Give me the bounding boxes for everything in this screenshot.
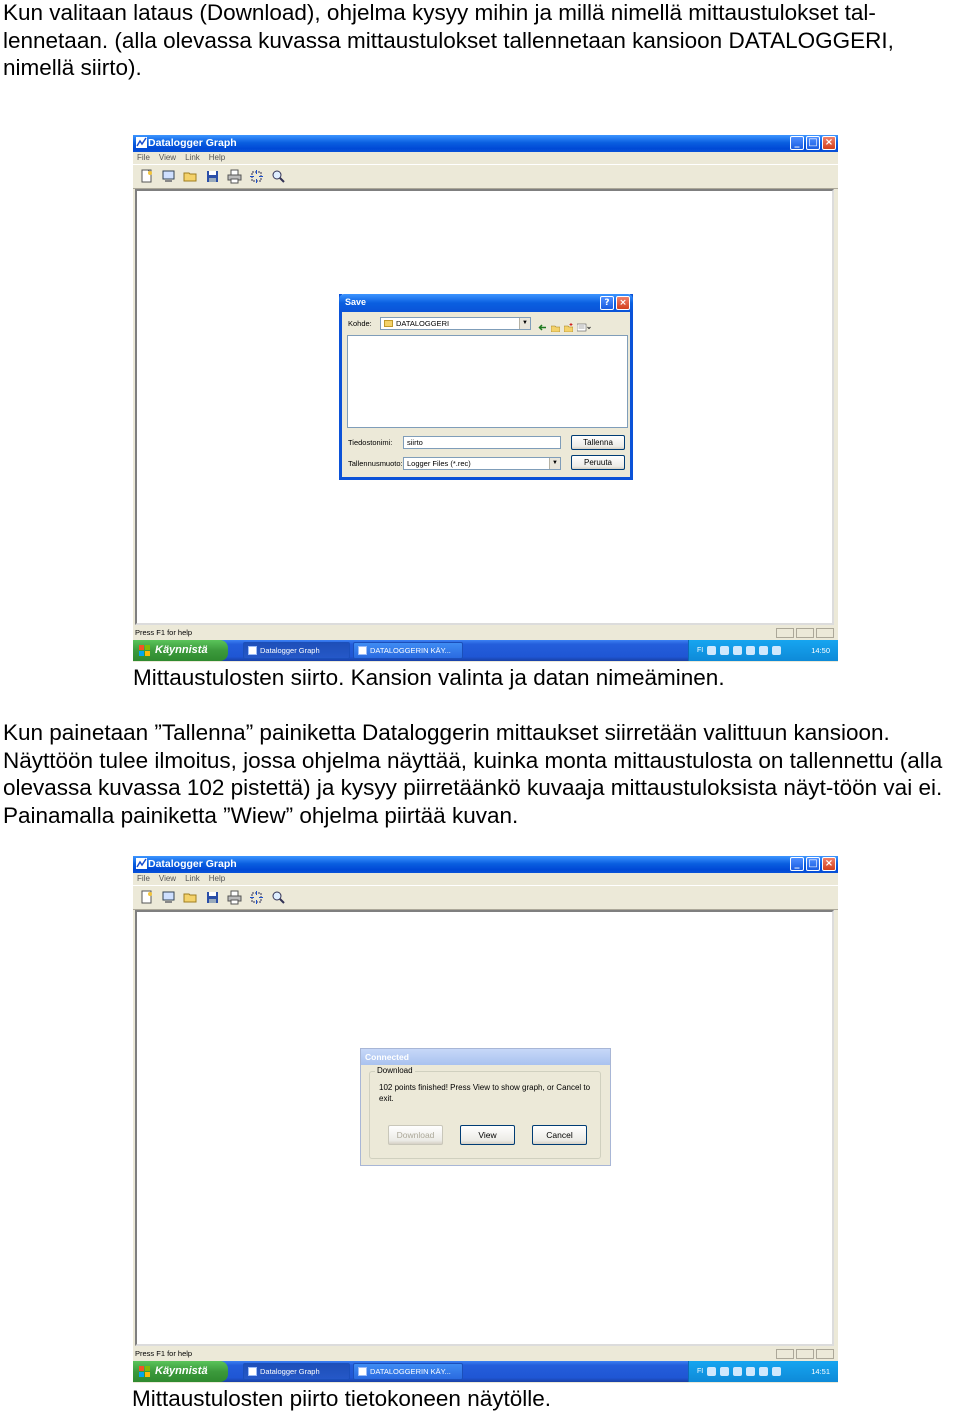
menu-view[interactable]: View: [158, 874, 177, 883]
taskbar-item-document[interactable]: DATALOGGERIN KÄY...: [353, 1363, 463, 1380]
taskbar-item-datalogger[interactable]: Datalogger Graph: [243, 642, 350, 659]
help-button[interactable]: ?: [600, 296, 614, 310]
download-button[interactable]: Download: [388, 1125, 443, 1145]
app-titlebar: [133, 135, 838, 152]
second-paragraph: Kun painetaan ”Tallenna” painiketta Dataloggerin mittaukset siirretään valittuun kansioon. Näyttöön tulee ilmoitus, jossa ohjelma näyttää, kuinka monta mittaustulosta on tallennettu (alla olevassa kuvassa 102 pistettä) ja kysyy piirretäänkö kuvaaja mittaustuloksista näyt-töön vai ei. Painamalla painiketta ”Wiew” ohjelma piirtää kuvan.: [3, 720, 943, 828]
fit-icon[interactable]: [248, 889, 265, 906]
view-menu-icon[interactable]: [577, 319, 591, 328]
windows-flag-icon: [139, 645, 151, 656]
menu-view[interactable]: View: [158, 153, 177, 162]
location-label: Kohde:: [348, 319, 372, 328]
start-button[interactable]: [133, 640, 228, 661]
close-button[interactable]: ×: [822, 136, 836, 150]
connect-icon[interactable]: [160, 168, 177, 185]
system-tray: [688, 640, 838, 661]
tray-icon[interactable]: [707, 1367, 716, 1376]
filetype-combo[interactable]: Logger Files (*.rec) ▼: [403, 457, 561, 470]
file-list[interactable]: [347, 335, 628, 428]
menu-file[interactable]: File: [137, 153, 150, 162]
new-icon[interactable]: [138, 168, 155, 185]
figure-caption-2: Mittaustulosten piirto tietokoneen näytölle.: [132, 1386, 551, 1411]
tray-icon[interactable]: [707, 646, 716, 655]
filename-input[interactable]: siirto: [403, 436, 561, 449]
filename-label: Tiedostonimi:: [348, 438, 393, 447]
tray-icon[interactable]: [772, 646, 781, 655]
document-icon: [358, 1367, 367, 1376]
minimize-button[interactable]: _: [790, 857, 804, 871]
tray-icon[interactable]: [772, 1367, 781, 1376]
screenshot-connected-dialog: [133, 856, 838, 1383]
maximize-button[interactable]: □: [806, 857, 820, 871]
graph-app-icon: [136, 858, 147, 869]
connected-dialog-title: Connected: [361, 1049, 610, 1065]
save-icon[interactable]: [204, 168, 221, 185]
toolbar: [133, 885, 838, 910]
download-group-label: Download: [377, 1066, 413, 1075]
system-tray: [688, 1361, 838, 1382]
navigation-icons: [538, 319, 591, 328]
open-icon[interactable]: [182, 889, 199, 906]
close-button[interactable]: ×: [822, 857, 836, 871]
save-dialog: [339, 294, 633, 480]
app-window-icon: [248, 646, 257, 655]
tray-icon[interactable]: [746, 646, 755, 655]
language-indicator[interactable]: FI: [697, 647, 704, 654]
clock: 14:51: [811, 1367, 830, 1376]
app-title: Datalogger Graph: [148, 858, 237, 870]
language-indicator[interactable]: FI: [697, 1368, 704, 1375]
clock: 14:50: [811, 646, 830, 655]
taskbar: [133, 1361, 838, 1382]
windows-flag-icon: [139, 1366, 151, 1377]
app-titlebar: [133, 856, 838, 873]
app-window-icon: [248, 1367, 257, 1376]
save-dialog-titlebar: [339, 294, 633, 312]
connected-dialog: [360, 1048, 611, 1166]
save-dialog-title: Save: [345, 297, 367, 307]
tray-icon[interactable]: [733, 1367, 742, 1376]
start-button[interactable]: [133, 1361, 228, 1382]
menu-link[interactable]: Link: [185, 874, 200, 883]
status-bar: [133, 627, 838, 639]
filetype-label: Tallennusmuoto:: [348, 459, 403, 468]
tray-icon[interactable]: [720, 646, 729, 655]
toolbar: [133, 164, 838, 189]
cancel-button[interactable]: Cancel: [532, 1125, 587, 1145]
chevron-down-icon: ▼: [549, 458, 560, 469]
tray-icon[interactable]: [759, 1367, 768, 1376]
menu-file[interactable]: File: [137, 874, 150, 883]
start-label: Käynnistä: [155, 1365, 208, 1377]
graph-app-icon: [136, 137, 147, 148]
location-combo[interactable]: DATALOGGERI ▼: [380, 317, 531, 330]
up-folder-icon[interactable]: [551, 319, 560, 328]
taskbar-item-document[interactable]: DATALOGGERIN KÄY...: [353, 642, 463, 659]
maximize-button[interactable]: □: [806, 136, 820, 150]
status-text: Press F1 for help: [135, 1349, 193, 1358]
tray-icon[interactable]: [759, 646, 768, 655]
menu-help[interactable]: Help: [208, 153, 226, 162]
status-bar: [133, 1348, 838, 1360]
new-icon[interactable]: [138, 889, 155, 906]
status-message: 102 points finished! Press View to show graph, or Cancel to exit.: [379, 1083, 591, 1103]
tray-icon[interactable]: [746, 1367, 755, 1376]
print-icon[interactable]: [226, 168, 243, 185]
screenshot-save-dialog: [133, 135, 838, 662]
start-label: Käynnistä: [155, 644, 208, 656]
open-icon[interactable]: [182, 168, 199, 185]
tray-icon[interactable]: [720, 1367, 729, 1376]
folder-icon: [384, 320, 393, 327]
print-icon[interactable]: [226, 889, 243, 906]
menu-link[interactable]: Link: [185, 153, 200, 162]
figure-caption-1: Mittaustulosten siirto. Kansion valinta ja datan nimeäminen.: [133, 665, 725, 690]
save-icon[interactable]: [204, 889, 221, 906]
status-text: Press F1 for help: [135, 628, 193, 637]
fit-icon[interactable]: [248, 168, 265, 185]
zoom-icon[interactable]: [270, 889, 287, 906]
connect-icon[interactable]: [160, 889, 177, 906]
menu-help[interactable]: Help: [208, 874, 226, 883]
taskbar-item-datalogger[interactable]: Datalogger Graph: [243, 1363, 350, 1380]
taskbar: [133, 640, 838, 661]
view-button[interactable]: View: [460, 1125, 515, 1145]
save-button[interactable]: Tallenna: [571, 435, 625, 450]
chevron-down-icon: ▼: [519, 318, 530, 329]
menu-bar: [133, 152, 838, 164]
tray-icon[interactable]: [733, 646, 742, 655]
document-icon: [358, 646, 367, 655]
dialog-close-button[interactable]: ×: [616, 296, 630, 310]
cancel-button[interactable]: Peruuta: [571, 455, 625, 470]
new-folder-icon[interactable]: [564, 319, 573, 328]
intro-paragraph: Kun valitaan lataus (Download), ohjelma kysyy mihin ja millä nimellä mittaustulokset tal-lennetaan. (alla olevassa kuvassa mittaustulokset tallennetaan kansioon DATALOGGERI, nimellä siirto).: [3, 0, 894, 81]
zoom-icon[interactable]: [270, 168, 287, 185]
menu-bar: [133, 873, 838, 885]
back-icon[interactable]: [538, 319, 547, 328]
minimize-button[interactable]: _: [790, 136, 804, 150]
app-title: Datalogger Graph: [148, 137, 237, 149]
